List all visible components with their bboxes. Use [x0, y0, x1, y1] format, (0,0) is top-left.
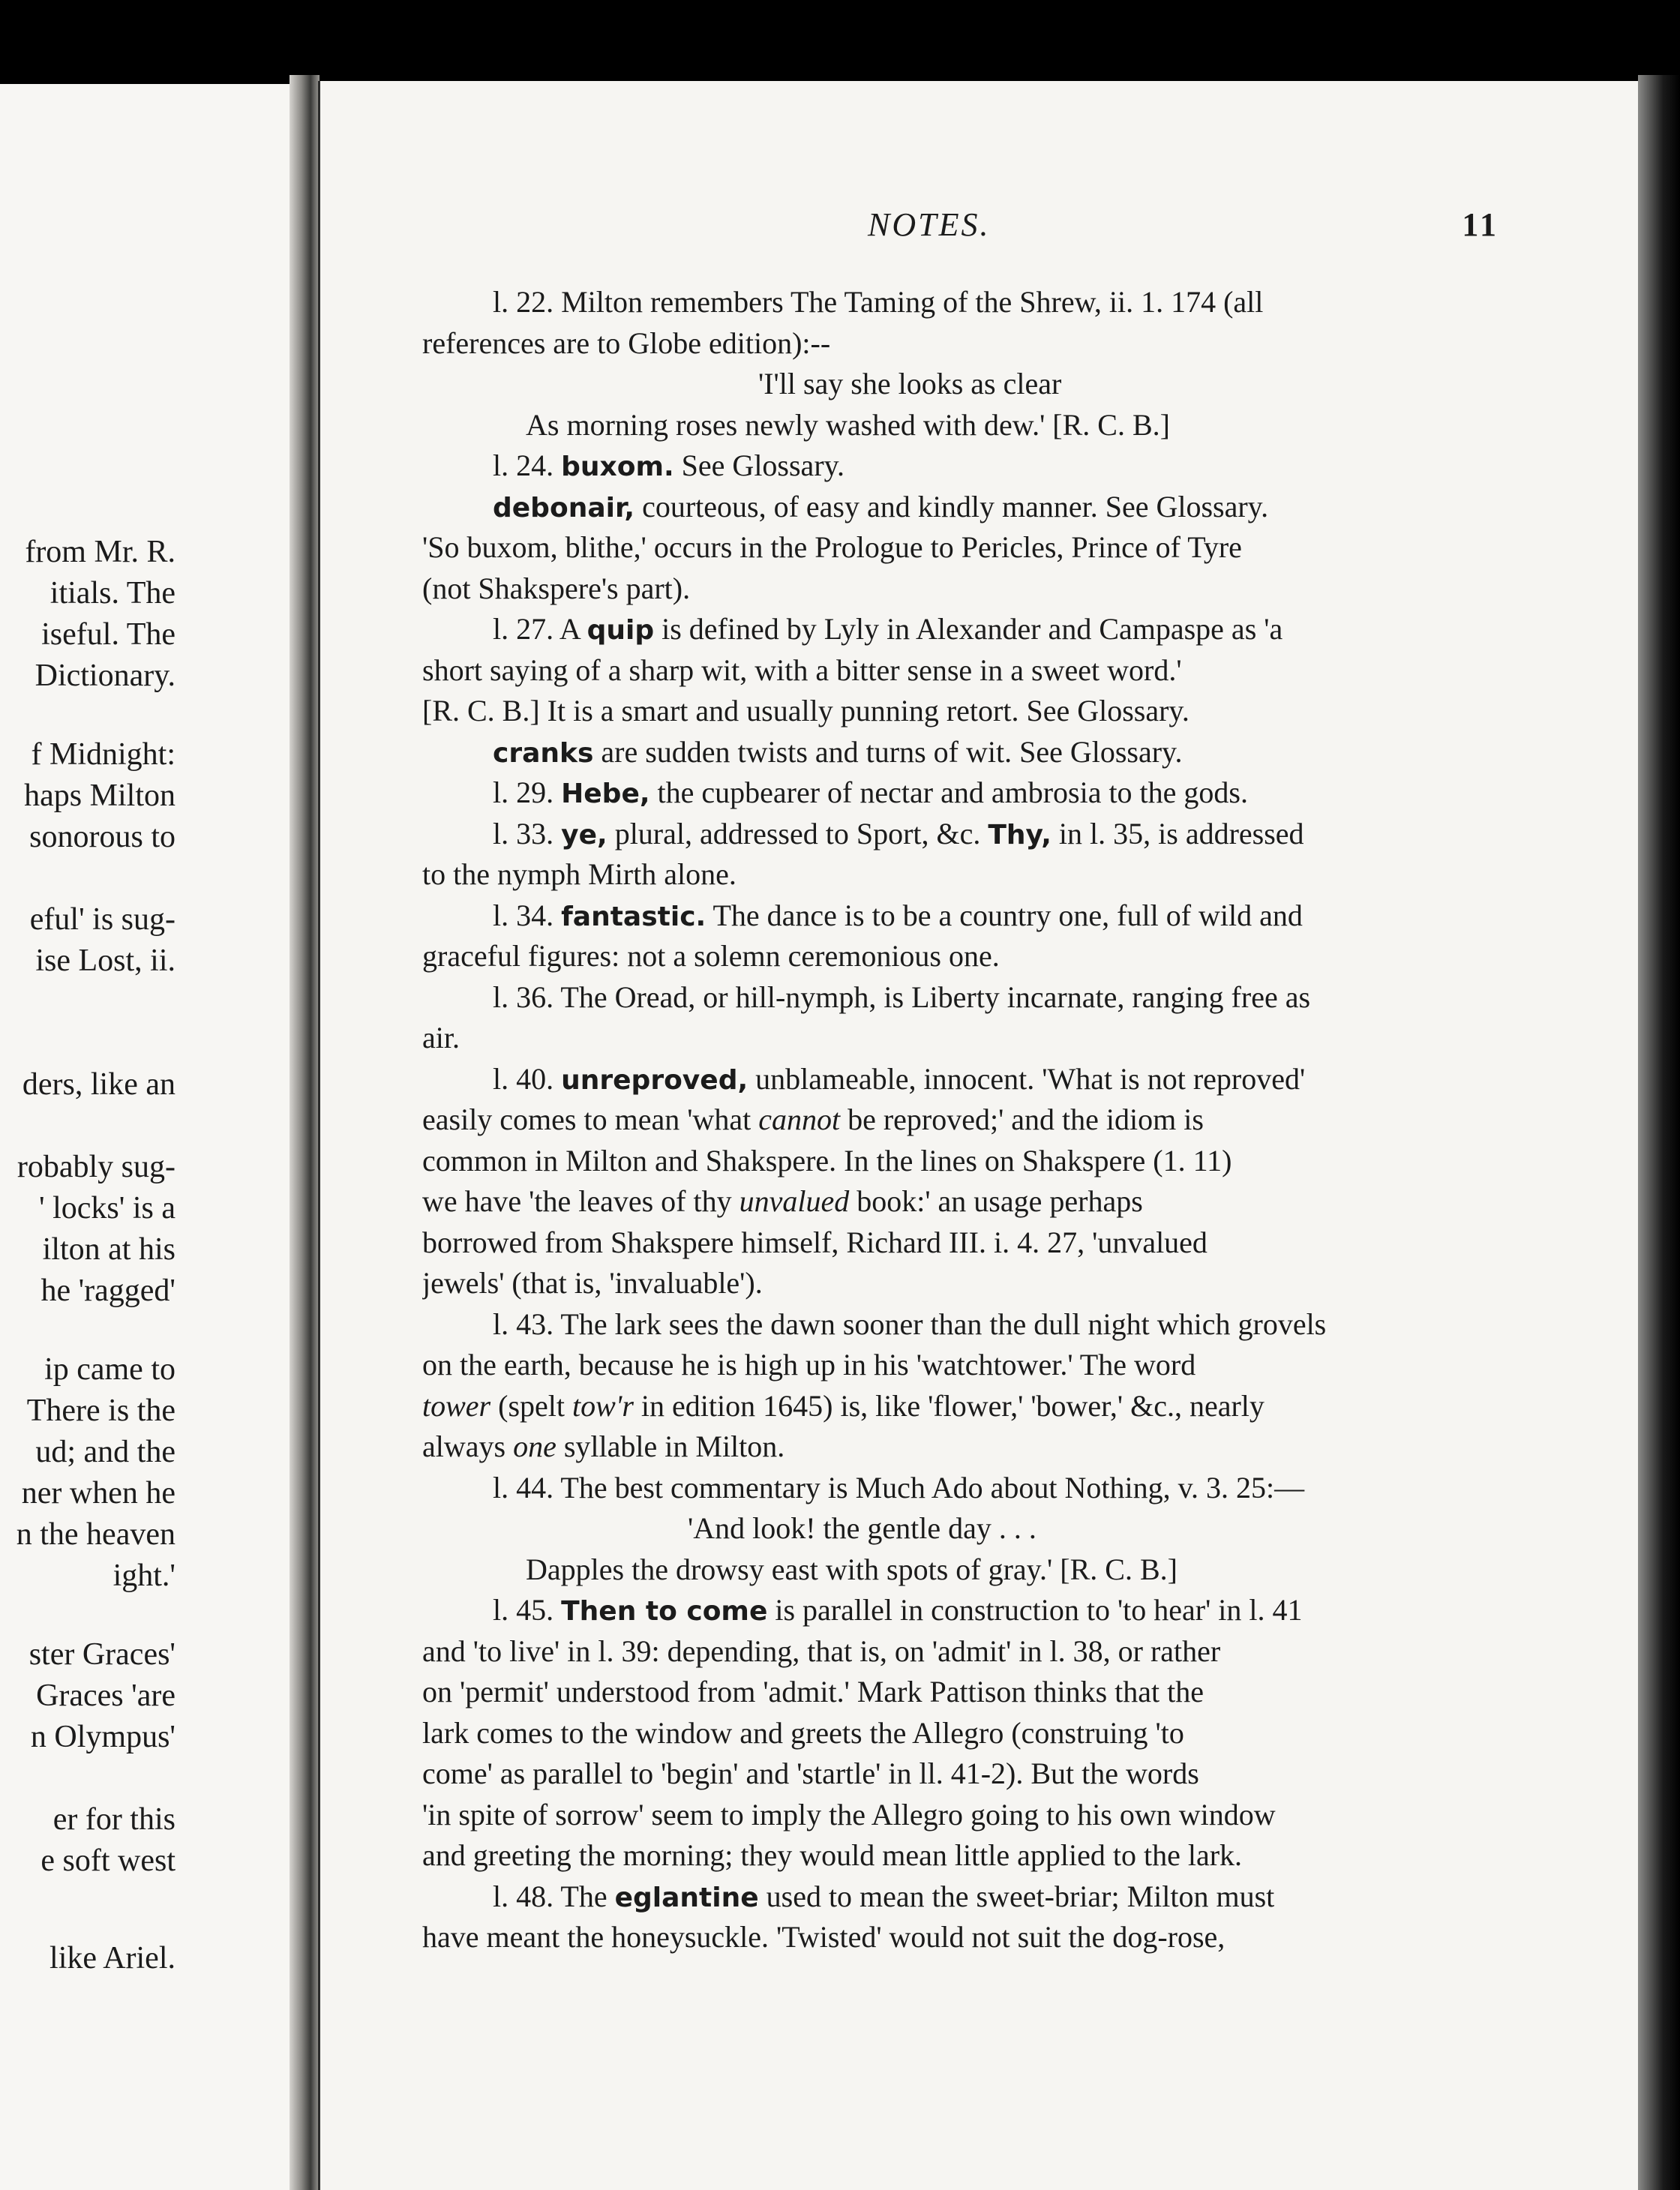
- text-line: l. 29. Hebe, the cupbearer of nectar and ambrosia to the gods.: [493, 776, 1248, 809]
- facing-page-text: from Mr. R.: [25, 535, 176, 569]
- facing-page-text: n Olympus': [30, 1720, 176, 1754]
- quote-line: 'I'll say she looks as clear: [758, 367, 1062, 400]
- text-line: [R. C. B.] It is a smart and usually punning retort. See Glossary.: [422, 694, 1190, 728]
- text-line: l. 40. unreproved, unblameable, innocent. 'What is not reproved': [493, 1061, 1306, 1096]
- facing-page-text: ip came to: [44, 1352, 176, 1387]
- running-header: [320, 206, 1640, 250]
- text-line: l. 36. The Oread, or hill-nymph, is Liberty incarnate, ranging free as: [493, 980, 1311, 1014]
- quote-line: As morning roses newly washed with dew.' [R. C. B.]: [526, 407, 1170, 442]
- glossary-term: Then to come: [561, 1596, 768, 1627]
- glossary-term: unreproved,: [561, 1064, 748, 1096]
- main-page: [318, 81, 1640, 2190]
- facing-page-text: Graces 'are: [36, 1678, 176, 1713]
- text-line: 'So buxom, blithe,' occurs in the Prologue to Pericles, Prince of Tyre: [422, 530, 1242, 564]
- facing-page-text: he 'ragged': [40, 1274, 176, 1308]
- facing-page-text: ner when he: [21, 1476, 176, 1510]
- italic-word: one: [513, 1430, 556, 1463]
- text-line: on the earth, because he is high up in his 'watchtower.' The word: [422, 1348, 1196, 1382]
- quote-line: 'And look! the gentle day . . .: [688, 1511, 1036, 1545]
- facing-page-text: sonorous to: [29, 820, 176, 854]
- text-line: debonair, courteous, of easy and kindly manner. See Glossary.: [493, 489, 1269, 524]
- text-line: cranks are sudden twists and turns of wit. See Glossary.: [493, 734, 1183, 769]
- quote-line: Dapples the drowsy east with spots of gray.' [R. C. B.]: [526, 1552, 1178, 1586]
- text-line: l. 27. A quip is defined by Lyly in Alexander and Campaspe as 'a: [493, 612, 1283, 646]
- text-line: tower (spelt tow'r in edition 1645) is, like 'flower,' 'bower,' &c., nearly: [422, 1388, 1264, 1423]
- text-line: jewels' (that is, 'invaluable').: [422, 1266, 763, 1300]
- facing-page-text: like Ariel.: [50, 1941, 176, 1976]
- facing-page-text: eful' is sug-: [29, 902, 176, 937]
- text-line: graceful figures: not a solemn ceremonious one.: [422, 939, 1000, 973]
- italic-word: tower: [422, 1388, 491, 1423]
- text-line: references are to Globe edition):--: [422, 326, 831, 360]
- book-gutter: [290, 75, 320, 2190]
- glossary-term: Hebe,: [561, 778, 650, 809]
- facing-page-text: itials. The: [50, 576, 176, 610]
- facing-page-text: e soft west: [40, 1844, 176, 1878]
- text-line: on 'permit' understood from 'admit.' Mark Pattison thinks that the: [422, 1675, 1204, 1708]
- facing-page-text: ight.': [112, 1558, 176, 1593]
- facing-page-text: robably sug-: [16, 1150, 176, 1184]
- facing-page-text: ise Lost, ii.: [35, 944, 176, 978]
- glossary-term: buxom.: [561, 452, 674, 482]
- text-line: easily comes to mean 'what cannot be reproved;' and the idiom is: [422, 1102, 1204, 1136]
- text-line: l. 43. The lark sees the dawn sooner than the dull night which grovels: [493, 1306, 1327, 1341]
- text-line: (not Shakspere's part).: [422, 571, 691, 605]
- text-line: always one syllable in Milton.: [422, 1430, 785, 1463]
- facing-page-text: er for this: [52, 1802, 176, 1837]
- notes-body: [422, 282, 1487, 1958]
- glossary-term: quip: [586, 615, 655, 646]
- text-line: l. 33. ye, plural, addressed to Sport, &c. Thy, in l. 35, is addressed: [493, 816, 1304, 850]
- facing-page-text: f Midnight:: [31, 737, 176, 772]
- facing-page: [0, 84, 303, 2190]
- text-line: lark comes to the window and greets the Allegro (construing 'to: [422, 1715, 1184, 1750]
- text-line: to the nymph Mirth alone.: [422, 857, 736, 891]
- glossary-term: debonair,: [493, 492, 635, 524]
- text-line: l. 48. The eglantine used to mean the sweet-briar; Milton must: [493, 1879, 1275, 1913]
- text-line: l. 44. The best commentary is Much Ado about Nothing, v. 3. 25:—: [493, 1470, 1305, 1504]
- facing-page-text: ders, like an: [22, 1067, 176, 1102]
- facing-page-text: There is the: [26, 1394, 176, 1428]
- text-line: l. 45. Then to come is parallel in construction to 'to hear' in l. 41: [493, 1593, 1303, 1627]
- page-edge-shadow: [1638, 75, 1680, 2190]
- page-number: 11: [1462, 206, 1499, 243]
- text-line: common in Milton and Shakspere. In the lines on Shakspere (1. 11): [422, 1143, 1232, 1178]
- italic-word: tow'r: [572, 1388, 634, 1423]
- glossary-term: Thy,: [988, 819, 1052, 850]
- facing-page-text: iseful. The: [41, 617, 176, 652]
- text-line: l. 24. buxom. See Glossary.: [493, 448, 845, 482]
- facing-page-text: Dictionary.: [34, 658, 176, 693]
- glossary-term: cranks: [493, 737, 594, 769]
- facing-page-text: ster Graces': [28, 1637, 176, 1672]
- italic-word: cannot: [758, 1102, 841, 1136]
- glossary-term: eglantine: [614, 1882, 759, 1913]
- glossary-term: fantastic.: [561, 901, 706, 932]
- facing-page-text: ' locks' is a: [39, 1191, 176, 1226]
- running-title: NOTES.: [868, 206, 991, 243]
- text-line: short saying of a sharp wit, with a bitter sense in a sweet word.': [422, 652, 1182, 687]
- italic-word: unvalued: [739, 1184, 850, 1218]
- glossary-term: ye,: [561, 819, 608, 850]
- facing-page-text: ud; and the: [35, 1435, 176, 1469]
- text-line: we have 'the leaves of thy unvalued book:' an usage perhaps: [422, 1184, 1143, 1218]
- facing-page-text: haps Milton: [24, 778, 176, 813]
- text-line: come' as parallel to 'begin' and 'startle' in ll. 41-2). But the words: [422, 1756, 1199, 1790]
- text-line: borrowed from Shakspere himself, Richard III. i. 4. 27, 'unvalued: [422, 1225, 1208, 1259]
- text-line: and 'to live' in l. 39: depending, that is, on 'admit' in l. 38, or rather: [422, 1634, 1221, 1668]
- text-line: l. 34. fantastic. The dance is to be a country one, full of wild and: [493, 898, 1303, 932]
- text-line: 'in spite of sorrow' seem to imply the Allegro going to his own window: [422, 1797, 1276, 1832]
- text-line: air.: [422, 1021, 460, 1054]
- text-line: have meant the honeysuckle. 'Twisted' would not suit the dog-rose,: [422, 1920, 1226, 1954]
- text-line: and greeting the morning; they would mean little applied to the lark.: [422, 1838, 1243, 1872]
- text-line: l. 22. Milton remembers The Taming of the Shrew, ii. 1. 174 (all: [493, 285, 1264, 319]
- facing-page-text: ilton at his: [42, 1232, 176, 1267]
- facing-page-text: n the heaven: [16, 1517, 176, 1552]
